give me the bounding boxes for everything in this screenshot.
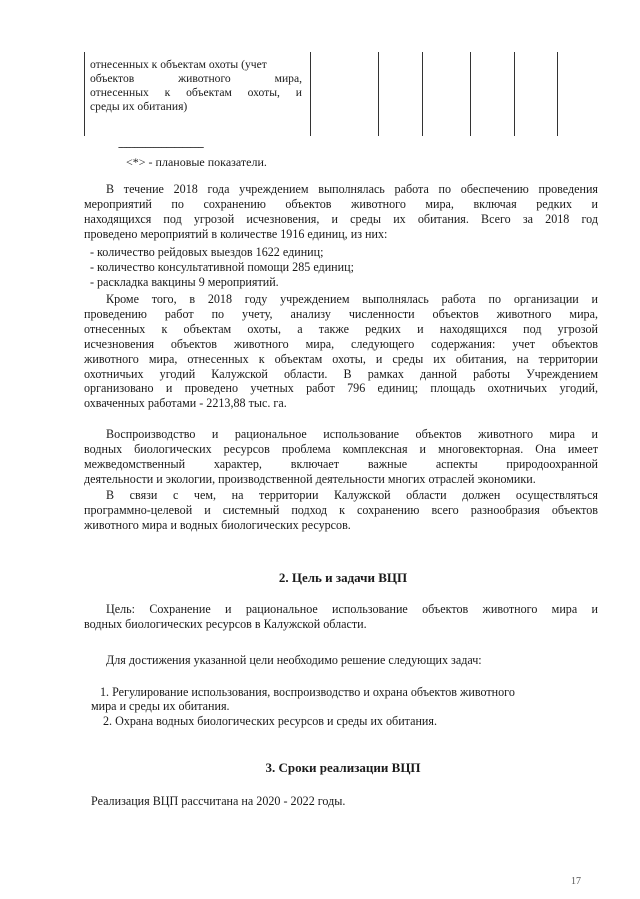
text-line: В связи с чем, на территории Калужской области должен осуществляться bbox=[106, 488, 598, 502]
table-cell-line: отнесенных к объектам охоты (учет bbox=[90, 58, 267, 71]
paragraph-activities-2018 bbox=[84, 182, 598, 242]
timeline-text: Реализация ВЦП рассчитана на 2020 - 2022 годы. bbox=[91, 794, 346, 808]
table-border-right bbox=[557, 52, 558, 136]
text-line: межведомственный характер, включает важные аспекты природоохранной bbox=[84, 456, 598, 471]
text-line: проведению работ по учету, анализу численности объектов животного мира, bbox=[84, 306, 598, 321]
list-item: - раскладка вакцины 9 мероприятий. bbox=[90, 274, 279, 289]
table-border-col2 bbox=[378, 52, 379, 136]
list-item: - количество рейдовых выездов 1622 единиц; bbox=[90, 245, 324, 259]
page-number: 17 bbox=[571, 876, 581, 887]
text-line: отнесенных к объектам охоты, а также редких и находящихся под угрозой bbox=[84, 321, 598, 336]
task-1-line-1: 1. Регулирование использования, воспроизводство и охрана объектов животного bbox=[100, 685, 515, 699]
activities-list bbox=[90, 245, 354, 290]
table-border-col4 bbox=[470, 52, 471, 136]
table-border-col5 bbox=[514, 52, 515, 136]
section-heading-goals: 2. Цель и задачи ВЦП bbox=[278, 570, 408, 585]
text-line: водных биологических ресурсов в Калужской области. bbox=[84, 616, 367, 631]
tasks-intro: Для достижения указанной цели необходимо решение следующих задач: bbox=[106, 653, 482, 667]
text-line: водных биологических ресурсов проблема комплексная и многовекторная. Она имеет bbox=[84, 441, 598, 456]
text-line: исчезновения объектов животного мира, следующего содержания: учет объектов bbox=[84, 336, 598, 351]
text-line: охотничьих угодий Калужской области. В рамках данной работы Учреждением bbox=[84, 366, 598, 381]
paragraph-goal bbox=[84, 602, 598, 632]
task-2: 2. Охрана водных биологических ресурсов и среды их обитания. bbox=[103, 714, 437, 728]
text-line: находящихся под угрозой исчезновения, и среды их обитания. Всего за 2018 год bbox=[84, 211, 598, 226]
text-line: животного мира и водных биологических ресурсов. bbox=[84, 517, 351, 532]
text-line: Воспроизводство и рациональное использование объектов животного мира и bbox=[106, 427, 598, 441]
table-border-col1 bbox=[310, 52, 311, 136]
table-cell-line: объектов животного мира, bbox=[90, 72, 302, 85]
table-border-col3 bbox=[422, 52, 423, 136]
text-line: Кроме того, в 2018 году учреждением выполнялась работа по организации и bbox=[106, 292, 598, 306]
text-line: Цель: Сохранение и рациональное использование объектов животного мира и bbox=[106, 602, 598, 616]
table-border-left bbox=[84, 52, 85, 136]
table-cell-line: отнесенных к объектам охоты, и bbox=[90, 86, 302, 99]
text-line: животного мира, отнесенных к объектам охоты, и среды их обитания, на территории bbox=[84, 351, 598, 366]
indicators-table-fragment bbox=[84, 52, 558, 136]
footnote-text: <*> - плановые показатели. bbox=[126, 155, 267, 169]
table-cell-indicator bbox=[90, 58, 302, 114]
text-line: деятельности и экологии, производственной деятельности многих отраслей экономики. bbox=[84, 471, 536, 486]
text-line: мероприятий по сохранению объектов животного мира, включая редких и bbox=[84, 196, 598, 211]
footnote-rule: -------------------------------- bbox=[118, 141, 204, 153]
text-line: проведено мероприятий в количестве 1916 единиц, из них: bbox=[84, 226, 388, 241]
text-line: охваченных работами - 2213,88 тыс. га. bbox=[84, 396, 287, 411]
paragraph-program-approach bbox=[84, 488, 598, 533]
text-line: организовано и проведено учетных работ 796 единиц; площадь охотничьих угодий, bbox=[84, 381, 598, 396]
section-heading-timeline: 3. Сроки реализации ВЦП bbox=[265, 760, 421, 775]
table-cell-line: среды их обитания) bbox=[90, 100, 188, 113]
paragraph-reproduction bbox=[84, 427, 598, 487]
text-line: В течение 2018 года учреждением выполнялась работа по обеспечению проведения bbox=[106, 182, 598, 196]
list-item: - количество консультативной помощи 285 единиц; bbox=[90, 259, 354, 274]
paragraph-accounting-work bbox=[84, 292, 598, 411]
text-line: программно-целевой и системный подход к сохранению всего разнообразия объектов bbox=[84, 502, 598, 517]
task-1-line-2: мира и среды их обитания. bbox=[91, 699, 230, 713]
